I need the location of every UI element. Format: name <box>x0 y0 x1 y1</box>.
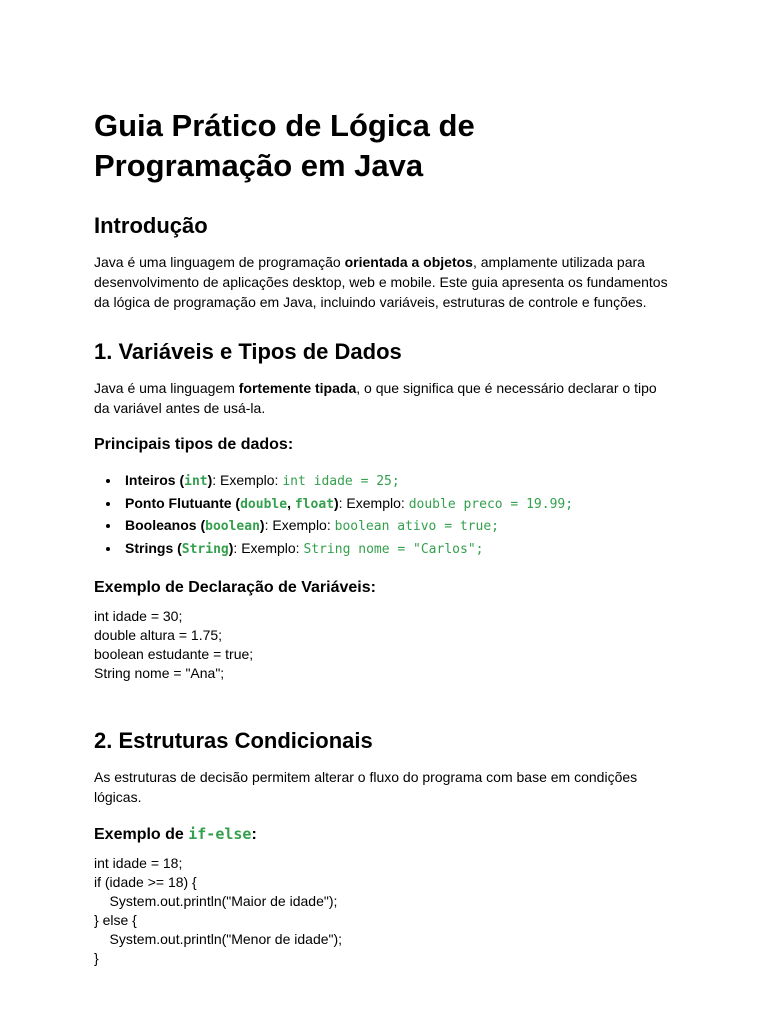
subheading-principais-tipos: Principais tipos de dados: <box>94 436 294 453</box>
code-line: int idade = 18; <box>94 855 183 871</box>
section-heading-condicionais: 2. Estruturas Condicionais <box>94 728 373 753</box>
list-item-label-close: ) <box>207 472 213 488</box>
intro-bold-orientada-a-objetos: orientada a objetos <box>344 254 473 270</box>
list-item-label: Ponto Flutuante ( <box>125 494 241 511</box>
code-line: } <box>94 950 99 966</box>
list-item-label: Strings ( <box>125 539 182 556</box>
code-line: String nome = "Ana"; <box>94 665 225 681</box>
intro-text-1: Java é uma linguagem de programação <box>94 254 345 270</box>
list-item-exemplo-label: : Exemplo: <box>233 539 304 556</box>
variaveis-bold-fortemente-tipada: fortemente tipada <box>238 380 357 396</box>
code-snippet-string: String nome = "Carlos"; <box>303 541 484 557</box>
list-item-label-close: ) <box>259 517 265 533</box>
code-line: boolean estudante = true; <box>94 646 254 662</box>
keyword-string: String <box>181 541 229 557</box>
code-line: int idade = 30; <box>94 608 183 624</box>
list-item-inteiros <box>121 470 674 493</box>
intro-paragraph <box>94 252 674 312</box>
code-block-ifelse <box>94 854 674 968</box>
list-item-ponto-flutuante <box>121 493 674 516</box>
code-line: } else { <box>94 912 137 928</box>
subheading-exemplo-ifelse <box>94 824 674 845</box>
list-item-strings <box>121 538 674 561</box>
list-item-booleanos <box>121 515 674 538</box>
list-item-exemplo-label: : Exemplo: <box>264 517 335 533</box>
variaveis-paragraph <box>94 378 674 418</box>
ifelse-heading-colon: : <box>251 826 257 843</box>
list-item-label-close: ) <box>333 494 339 511</box>
section-heading-introducao: Introdução <box>94 213 208 238</box>
list-item-exemplo-label: : Exemplo: <box>212 472 283 488</box>
list-item-exemplo-label: : Exemplo: <box>338 494 409 511</box>
code-snippet-int: int idade = 25; <box>282 474 400 489</box>
variaveis-text-1: Java é uma linguagem <box>94 380 239 396</box>
ifelse-heading-text: Exemplo de <box>94 826 189 843</box>
code-line: System.out.println("Menor de idade"); <box>94 931 343 947</box>
list-item-label: Booleanos ( <box>125 517 206 533</box>
document-title: Guia Prático de Lógica de Programação em Java <box>94 108 475 183</box>
keyword-double: double <box>240 496 288 512</box>
keyword-boolean: boolean <box>205 519 260 534</box>
condicionais-paragraph: As estruturas de decisão permitem alterar o fluxo do programa com base em condições lógicas. <box>94 769 638 805</box>
subheading-exemplo-declaracao: Exemplo de Declaração de Variáveis: <box>94 579 376 596</box>
keyword-float: float <box>294 496 334 512</box>
list-item-label-close: ) <box>228 539 234 556</box>
code-snippet-boolean: boolean ativo = true; <box>334 519 499 534</box>
section-heading-variaveis: 1. Variáveis e Tipos de Dados <box>94 339 402 364</box>
code-block-declaracao <box>94 607 674 683</box>
list-item-separator: , <box>287 494 295 511</box>
keyword-if-else: if-else <box>188 825 252 843</box>
intro-text-2: , amplamente utilizada para desenvolvimento de aplicações desktop, web e mobile. Este guia apresenta os fundamentos da lógica de programação em Java, incluindo variáveis, estruturas de controle e funções. <box>94 254 668 310</box>
code-snippet-double: double preco = 19.99; <box>408 496 574 512</box>
code-line: if (idade >= 18) { <box>94 874 197 890</box>
data-types-list <box>94 470 674 560</box>
keyword-int: int <box>184 474 208 489</box>
code-line: System.out.println("Maior de idade"); <box>94 893 338 909</box>
variaveis-text-2: , o que significa que é necessário declarar o tipo da variável antes de usá-la. <box>94 380 657 416</box>
list-item-label: Inteiros ( <box>125 472 185 488</box>
code-line: double altura = 1.75; <box>94 627 223 643</box>
